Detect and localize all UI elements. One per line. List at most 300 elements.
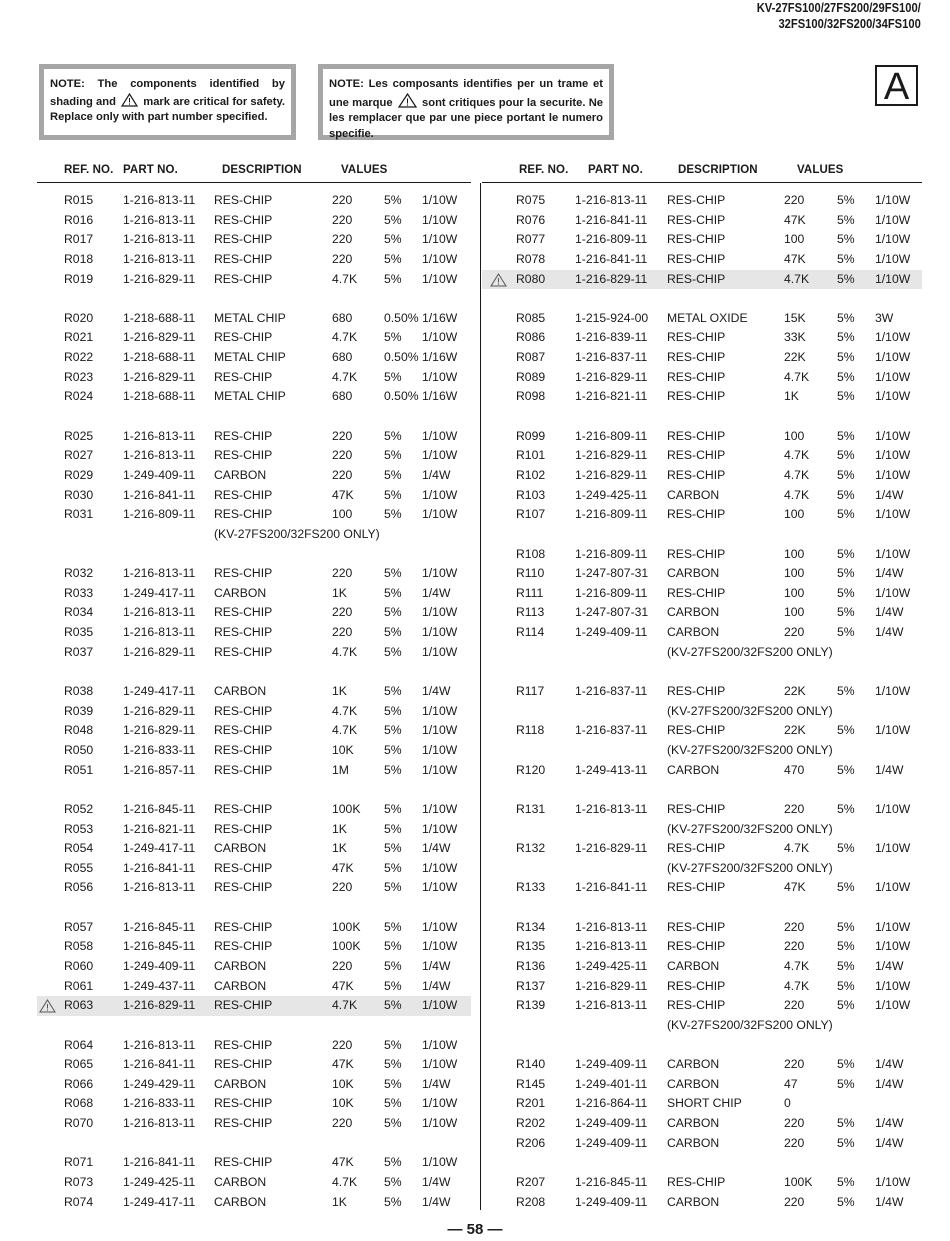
part-no: 1-216-829-11	[123, 330, 196, 345]
description: RES-CHIP	[667, 350, 726, 365]
tolerance: 5%	[837, 723, 855, 738]
value: 680	[332, 350, 353, 365]
ref-no: R099	[516, 428, 546, 443]
model-header	[757, 0, 921, 32]
tolerance: 5%	[384, 684, 402, 699]
tolerance: 5%	[384, 998, 402, 1013]
column-header-right	[482, 160, 922, 183]
part-no: 1-216-813-11	[123, 625, 196, 640]
power-rating: 1/4W	[422, 958, 451, 973]
power-rating: 1/10W	[422, 1037, 458, 1052]
description: RES-CHIP	[214, 998, 273, 1013]
model-line-1: KV-27FS100/27FS200/29FS100/	[756, 0, 921, 15]
tolerance: 5%	[837, 1076, 855, 1091]
tolerance: 5%	[837, 428, 855, 443]
power-rating: 1/10W	[422, 998, 458, 1013]
value: 4.7K	[784, 467, 810, 482]
part-no: 1-216-829-11	[575, 369, 648, 384]
value: 4.7K	[332, 644, 358, 659]
tolerance: 5%	[837, 193, 855, 207]
part-no: 1-249-437-11	[123, 978, 196, 993]
value: 220	[784, 919, 805, 934]
tolerance: 5%	[837, 546, 855, 561]
part-no: 1-216-829-11	[575, 978, 648, 993]
tolerance: 5%	[384, 487, 402, 502]
part-no: 1-216-813-11	[123, 1037, 196, 1052]
power-rating: 1/10W	[875, 251, 911, 266]
part-row	[37, 761, 471, 781]
description: RES-CHIP	[667, 801, 726, 816]
ref-no: R139	[516, 998, 546, 1013]
part-no: 1-216-841-11	[123, 487, 196, 502]
ref-no: R098	[516, 389, 546, 404]
value: 100	[784, 585, 805, 600]
part-row	[37, 191, 471, 211]
header-description: DESCRIPTION	[222, 164, 302, 176]
ref-no: R075	[516, 193, 546, 207]
power-rating: 1/4W	[875, 487, 904, 502]
tolerance: 5%	[837, 467, 855, 482]
power-rating: 1/10W	[422, 605, 458, 620]
header-part-no: PART NO.	[123, 164, 178, 176]
part-no: 1-216-813-11	[123, 232, 196, 247]
part-row	[482, 466, 922, 486]
model-line-2: 32FS100/32FS200/34FS100	[778, 16, 921, 31]
ref-no: R016	[64, 212, 94, 227]
description: RES-CHIP	[214, 566, 273, 581]
part-row	[37, 859, 471, 879]
power-rating: 1/10W	[875, 369, 911, 384]
description: CARBON	[667, 487, 720, 502]
part-row	[37, 721, 471, 741]
power-rating: 1/10W	[422, 369, 458, 384]
ref-no: R061	[64, 978, 94, 993]
part-no: 1-218-688-11	[123, 389, 196, 404]
ref-no: R032	[64, 566, 94, 581]
power-rating: 1/4W	[422, 1076, 451, 1091]
value: 4.7K	[784, 841, 810, 856]
part-row	[482, 937, 922, 957]
ref-no: R137	[516, 978, 546, 993]
part-no: 1-216-809-11	[575, 585, 648, 600]
value: 220	[332, 1037, 353, 1052]
part-row	[37, 466, 471, 486]
value: 4.7K	[332, 998, 358, 1013]
part-row	[482, 800, 922, 820]
part-row	[37, 1153, 471, 1173]
part-row	[37, 1075, 471, 1095]
ref-no: R022	[64, 350, 94, 365]
tolerance: 5%	[837, 566, 855, 581]
tolerance: 5%	[384, 428, 402, 443]
tolerance: 5%	[384, 1175, 402, 1190]
part-no: 1-249-409-11	[123, 958, 196, 973]
power-rating: 1/4W	[422, 684, 451, 699]
value: 0	[784, 1096, 791, 1111]
power-rating: 1/10W	[422, 193, 458, 207]
description: RES-CHIP	[214, 232, 273, 247]
part-no: 1-218-688-11	[123, 350, 196, 365]
part-no: 1-216-829-11	[575, 841, 648, 856]
part-row	[482, 1055, 922, 1075]
part-no: 1-216-845-11	[123, 919, 196, 934]
ref-no: R015	[64, 193, 94, 207]
header-part-no: PART NO.	[588, 164, 643, 176]
part-row	[482, 603, 922, 623]
description: CARBON	[214, 684, 267, 699]
part-row	[37, 682, 471, 702]
part-no: 1-216-829-11	[575, 467, 648, 482]
part-row	[37, 486, 471, 506]
part-no: 1-216-829-11	[575, 271, 648, 286]
tolerance: 5%	[837, 1175, 855, 1190]
tolerance: 5%	[837, 1057, 855, 1072]
ref-no: R108	[516, 546, 546, 561]
description: RES-CHIP	[214, 487, 273, 502]
tolerance: 5%	[384, 251, 402, 266]
description: CARBON	[667, 1135, 720, 1150]
value: 47K	[784, 251, 806, 266]
ref-no: R080	[516, 271, 546, 286]
part-row	[482, 230, 922, 250]
description: RES-CHIP	[667, 232, 726, 247]
ref-no: R039	[64, 703, 94, 718]
tolerance: 5%	[837, 1135, 855, 1150]
part-no: 1-216-857-11	[123, 762, 196, 777]
description: CARBON	[214, 467, 267, 482]
description: CARBON	[667, 566, 720, 581]
tolerance: 5%	[384, 723, 402, 738]
ref-no: R077	[516, 232, 546, 247]
ref-no: R136	[516, 958, 546, 973]
tolerance: 5%	[837, 369, 855, 384]
power-rating: 1/10W	[875, 723, 911, 738]
part-row	[37, 918, 471, 938]
part-row	[37, 1094, 471, 1114]
part-row	[482, 623, 922, 643]
ref-no: R107	[516, 507, 546, 522]
ref-no: R086	[516, 330, 546, 345]
part-row	[37, 505, 471, 525]
value: 10K	[332, 742, 354, 757]
tolerance: 5%	[837, 212, 855, 227]
part-row	[482, 1193, 922, 1213]
tolerance: 5%	[837, 939, 855, 954]
value: 220	[784, 1194, 805, 1209]
value: 220	[332, 467, 353, 482]
value: 680	[332, 310, 353, 325]
part-no: 1-216-813-11	[123, 1116, 196, 1131]
value: 4.7K	[784, 271, 810, 286]
ref-no: R024	[64, 389, 94, 404]
ref-no: R034	[64, 605, 94, 620]
spacer-row	[37, 289, 471, 309]
part-row	[37, 230, 471, 250]
part-no: 1-249-409-11	[575, 1116, 648, 1131]
ref-no: R118	[516, 723, 545, 738]
spacer-row	[482, 525, 922, 545]
spacer-row	[37, 1016, 471, 1036]
tolerance: 5%	[837, 507, 855, 522]
ref-no: R074	[64, 1194, 94, 1209]
part-row	[37, 957, 471, 977]
description: RES-CHIP	[214, 625, 273, 640]
page-number: — 58 —	[447, 1221, 503, 1238]
value: 100	[784, 546, 805, 561]
warning-triangle-icon	[398, 93, 417, 108]
tolerance: 5%	[384, 919, 402, 934]
description: RES-CHIP	[667, 939, 726, 954]
part-row	[482, 1075, 922, 1095]
power-rating: 3W	[875, 310, 894, 325]
tolerance: 5%	[384, 939, 402, 954]
description: CARBON	[214, 1076, 267, 1091]
part-row	[37, 1173, 471, 1193]
value: 220	[784, 1116, 805, 1131]
power-rating: 1/10W	[875, 841, 911, 856]
ref-no: R021	[64, 330, 94, 345]
description: RES-CHIP	[667, 919, 726, 934]
tolerance: 5%	[384, 448, 402, 463]
spacer-row	[37, 780, 471, 800]
part-row	[482, 839, 922, 859]
value: 220	[332, 428, 353, 443]
part-no: 1-216-813-11	[123, 251, 196, 266]
part-no: 1-216-829-11	[575, 448, 648, 463]
tolerance: 5%	[837, 958, 855, 973]
ref-no: R054	[64, 841, 94, 856]
ref-no: R111	[516, 585, 544, 600]
part-row	[482, 957, 922, 977]
power-rating: 1/16W	[422, 389, 458, 404]
value: 220	[332, 1116, 353, 1131]
safety-note-french	[318, 64, 614, 140]
ref-no: R019	[64, 271, 94, 286]
tolerance: 5%	[837, 487, 855, 502]
power-rating: 1/4W	[422, 841, 451, 856]
spacer-row	[482, 1036, 922, 1056]
description: RES-CHIP	[214, 1155, 273, 1170]
power-rating: 1/4W	[875, 1194, 904, 1209]
ref-no: R035	[64, 625, 94, 640]
value: 100	[784, 566, 805, 581]
tolerance: 5%	[384, 271, 402, 286]
description: RES-CHIP	[667, 212, 726, 227]
ref-no: R048	[64, 723, 94, 738]
value: 220	[332, 958, 353, 973]
power-rating: 1/10W	[875, 998, 911, 1013]
part-row	[482, 368, 922, 388]
ref-no: R056	[64, 880, 94, 895]
description: RES-CHIP	[214, 428, 273, 443]
tolerance: 5%	[384, 1057, 402, 1072]
ref-no: R030	[64, 487, 94, 502]
value: 100	[784, 428, 805, 443]
tolerance: 5%	[384, 1194, 402, 1209]
part-no: 1-216-813-11	[123, 428, 196, 443]
power-rating: 1/10W	[875, 684, 911, 699]
ref-no: R114	[516, 625, 545, 640]
spacer-row	[37, 898, 471, 918]
spacer-row	[37, 662, 471, 682]
ref-no: R051	[64, 762, 94, 777]
part-no: 1-216-829-11	[123, 369, 196, 384]
description: RES-CHIP	[667, 880, 726, 895]
value: 1K	[332, 841, 347, 856]
ref-no: R135	[516, 939, 546, 954]
part-row	[482, 446, 922, 466]
power-rating: 1/10W	[422, 1155, 458, 1170]
tolerance: 5%	[837, 310, 855, 325]
part-no: 1-216-829-11	[123, 271, 196, 286]
part-row	[37, 937, 471, 957]
part-row	[482, 996, 922, 1016]
part-no: 1-216-813-11	[123, 880, 196, 895]
value: 47K	[332, 1057, 354, 1072]
ref-no: R058	[64, 939, 94, 954]
value: 4.7K	[332, 1175, 358, 1190]
power-rating: 1/10W	[422, 1096, 458, 1111]
part-no: 1-249-409-11	[575, 1057, 648, 1072]
part-row	[482, 584, 922, 604]
part-no: 1-216-845-11	[123, 801, 196, 816]
tolerance: 5%	[837, 801, 855, 816]
ref-no: R101	[516, 448, 546, 463]
part-no: 1-247-807-31	[575, 605, 649, 620]
ref-no: R018	[64, 251, 94, 266]
description: RES-CHIP	[667, 998, 726, 1013]
model-note-row	[37, 525, 471, 545]
ref-no: R087	[516, 350, 546, 365]
description: RES-CHIP	[214, 703, 273, 718]
power-rating: 1/4W	[422, 467, 451, 482]
part-no: 1-216-809-11	[575, 507, 648, 522]
power-rating: 1/10W	[875, 546, 911, 561]
critical-part-row	[482, 270, 922, 290]
safety-note-english	[39, 64, 296, 140]
note-en-text-1: NOTE: The components identified by shading and	[50, 78, 285, 108]
power-rating: 1/10W	[875, 585, 911, 600]
tolerance: 5%	[837, 762, 855, 777]
tolerance: 5%	[384, 212, 402, 227]
part-row	[37, 309, 471, 329]
description: CARBON	[667, 958, 720, 973]
part-no: 1-216-839-11	[575, 330, 648, 345]
ref-no: R057	[64, 919, 94, 934]
tolerance: 5%	[837, 389, 855, 404]
part-row	[37, 800, 471, 820]
value: 1K	[332, 684, 347, 699]
power-rating: 1/10W	[875, 330, 911, 345]
critical-part-row	[37, 996, 471, 1016]
ref-no: R027	[64, 448, 94, 463]
power-rating: 1/4W	[875, 566, 904, 581]
header-ref-no: REF. NO.	[64, 164, 114, 176]
tolerance: 5%	[837, 625, 855, 640]
tolerance: 5%	[837, 330, 855, 345]
ref-no: R064	[64, 1037, 94, 1052]
description: RES-CHIP	[214, 880, 273, 895]
description: RES-CHIP	[214, 1037, 273, 1052]
part-no: 1-249-409-11	[575, 1135, 648, 1150]
ref-no: R025	[64, 428, 94, 443]
value: 220	[784, 998, 805, 1013]
value: 4.7K	[332, 271, 358, 286]
description: RES-CHIP	[214, 1057, 273, 1072]
model-note: (KV-27FS200/32FS200 ONLY)	[667, 703, 833, 718]
power-rating: 1/10W	[875, 212, 911, 227]
description: RES-CHIP	[667, 1175, 726, 1190]
model-note-row	[482, 643, 922, 663]
power-rating: 1/10W	[422, 507, 458, 522]
part-no: 1-216-845-11	[123, 939, 196, 954]
power-rating: 1/10W	[422, 723, 458, 738]
power-rating: 1/10W	[875, 232, 911, 247]
value: 1K	[332, 1194, 347, 1209]
power-rating: 1/10W	[422, 919, 458, 934]
power-rating: 1/10W	[422, 939, 458, 954]
part-no: 1-249-425-11	[575, 487, 648, 502]
ref-no: R131	[516, 801, 546, 816]
tolerance: 5%	[384, 369, 402, 384]
ref-no: R063	[64, 998, 94, 1013]
part-row	[482, 1114, 922, 1134]
tolerance: 5%	[837, 998, 855, 1013]
value: 22K	[784, 350, 806, 365]
value: 4.7K	[332, 330, 358, 345]
description: CARBON	[667, 1076, 720, 1091]
value: 4.7K	[784, 487, 810, 502]
value: 22K	[784, 684, 806, 699]
part-row	[482, 1173, 922, 1193]
description: RES-CHIP	[667, 546, 726, 561]
description: RES-CHIP	[214, 1096, 273, 1111]
section-letter-box: A	[875, 65, 918, 106]
value: 4.7K	[332, 369, 358, 384]
part-no: 1-249-417-11	[123, 1194, 196, 1209]
value: 220	[784, 1135, 805, 1150]
value: 220	[332, 625, 353, 640]
tolerance: 5%	[837, 684, 855, 699]
model-note: (KV-27FS200/32FS200 ONLY)	[667, 860, 833, 875]
description: CARBON	[667, 762, 720, 777]
power-rating: 1/4W	[422, 1194, 451, 1209]
value: 4.7K	[332, 723, 358, 738]
power-rating: 1/10W	[422, 1116, 458, 1131]
part-no: 1-216-813-11	[575, 801, 648, 816]
tolerance: 5%	[384, 1076, 402, 1091]
tolerance: 5%	[837, 585, 855, 600]
tolerance: 5%	[384, 742, 402, 757]
power-rating: 1/10W	[875, 448, 911, 463]
description: RES-CHIP	[667, 448, 726, 463]
spacer-row	[482, 407, 922, 427]
header-values: VALUES	[341, 164, 388, 176]
value: 220	[784, 1057, 805, 1072]
tolerance: 5%	[384, 644, 402, 659]
description: RES-CHIP	[214, 448, 273, 463]
part-row	[37, 427, 471, 447]
part-no: 1-216-864-11	[575, 1096, 648, 1111]
tolerance: 5%	[837, 271, 855, 286]
model-note-row	[482, 741, 922, 761]
part-row	[37, 584, 471, 604]
part-row	[482, 348, 922, 368]
part-no: 1-249-425-11	[575, 958, 648, 973]
power-rating: 1/10W	[422, 428, 458, 443]
value: 220	[784, 193, 805, 207]
part-no: 1-216-833-11	[123, 742, 196, 757]
